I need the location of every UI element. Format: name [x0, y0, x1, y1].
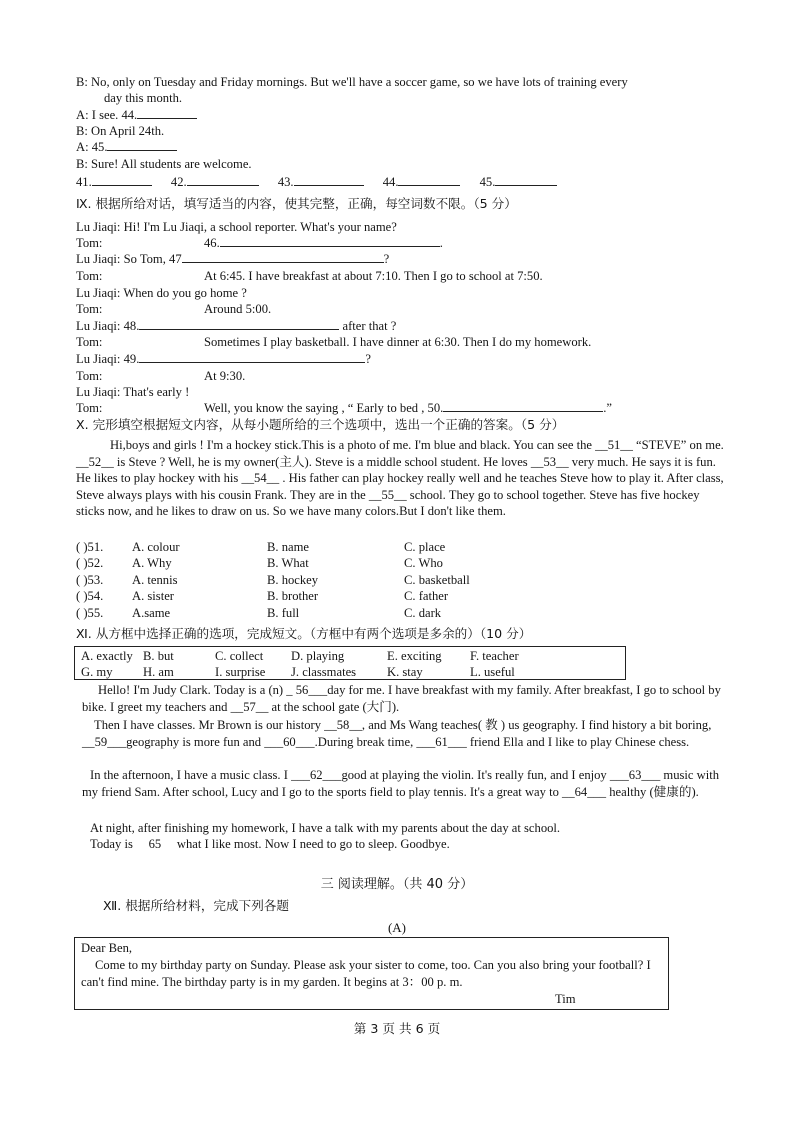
dialogue-line: A: I see. 44.: [76, 107, 197, 123]
letter-signature: Tim: [555, 992, 576, 1006]
dialogue-line: B: Sure! All students are welcome.: [76, 157, 252, 171]
option-c: C. basketball: [404, 573, 470, 587]
option-c: C. Who: [404, 556, 443, 570]
section-heading: Ⅸ. 根据所给对话，填写适当的内容，使其完整，正确，每空词数不限。（5 分）: [76, 196, 517, 211]
option-c: C. place: [404, 540, 446, 554]
dialogue-line: Lu Jiaqi: 48. after that ?: [76, 319, 397, 333]
option-b: B. full: [267, 606, 300, 620]
passage-paragraph: Then I have classes. Mr Brown is our history __58__, and Ms Wang teaches( 教 ) us geography. I find history a bit boring, __59___geography is more fun and ___60___.During break time, ___61___ friend Ella and I like to play Chinese chess.: [82, 718, 712, 749]
section-heading: Ⅹ. 完形填空根据短文内容，从每小题所给的三个选项中，选出一个正确的答案。（5 分）: [76, 417, 565, 432]
word-option: I. surprise: [215, 665, 266, 679]
word-option: K. stay: [387, 665, 423, 679]
word-option: G. my: [81, 665, 113, 679]
option-b: B. name: [267, 540, 309, 554]
option-a: A. tennis: [132, 573, 178, 587]
dialogue-line: Tom: 46. .: [76, 236, 443, 250]
passage-paragraph: Hello! I'm Judy Clark. Today is a (n) _ 56___day for me. I have breakfast with my family. After breakfast, I go to school by bike. I greet my teachers and __57__ at the school gate (大门).: [82, 683, 721, 714]
dialogue-line: day this month.: [104, 91, 183, 105]
cloze-passage: Hi,boys and girls ! I'm a hockey stick.This is a photo of me. I'm blue and black. You can see the __51__ “STEVE” on me. __52__ is Steve ? Well, he is my owner(主人). Steve is a middle school student. He loves __53__ very much. He says it is fun. He likes to play hockey with his __54__ . His father can play hockey really well and he teaches Steve how to play it. After class, Steve always plays with his cousin Frank. They are in the __55__ school. They go to school together. Steve has five hockey sticks now, and he likes to draw on us. So we have many colors.But I don't like them.: [76, 438, 724, 518]
question-number: ( )51.: [76, 540, 104, 554]
word-option: F. teacher: [470, 649, 519, 663]
dialogue-line: Lu Jiaqi: That's early !: [76, 385, 190, 399]
word-option: J. classmates: [291, 665, 357, 679]
word-option: L. useful: [470, 665, 515, 679]
option-b: B. hockey: [267, 573, 319, 587]
dialogue-line: A: 45.: [76, 139, 177, 155]
dialogue-line: Lu Jiaqi: So Tom, 47 ?: [76, 252, 390, 266]
letter-greeting: Dear Ben,: [81, 941, 133, 955]
dialogue-line: Tom: At 6:45. I have breakfast at about 7:10. Then I go to school at 7:50.: [76, 269, 543, 283]
page-footer: 第 3 页 共 6 页: [353, 1021, 441, 1036]
option-c: C. father: [404, 589, 449, 603]
word-box: [74, 646, 626, 680]
word-option: H. am: [143, 665, 174, 679]
question-number: ( )52.: [76, 556, 104, 570]
passage-paragraph: At night, after finishing my homework, I have a talk with my parents about the day at school.: [90, 821, 561, 835]
question-number: ( )54.: [76, 589, 104, 603]
word-option: A. exactly: [81, 649, 133, 663]
dialogue-line: Tom: At 9:30.: [76, 369, 246, 383]
part-heading: 三 阅读理解。（共 40 分）: [320, 877, 474, 892]
option-a: A. sister: [132, 589, 174, 603]
passage-label: (A): [387, 920, 407, 935]
passage-paragraph: Today is 65 what I like most. Now I need to go to sleep. Goodbye.: [90, 837, 450, 851]
option-b: B. brother: [267, 589, 319, 603]
option-a: A. Why: [132, 556, 172, 570]
letter-box: [74, 937, 669, 1010]
letter-body: Come to my birthday party on Sunday. Please ask your sister to come, too. Can you also bring your football? I can't find mine. The birthday party is in my garden. It begins at 3：00 p. m.: [81, 958, 651, 989]
dialogue-line: Lu Jiaqi: Hi! I'm Lu Jiaqi, a school reporter. What's your name?: [76, 220, 397, 234]
question-number: ( )53.: [76, 573, 104, 587]
word-option: C. collect: [215, 649, 264, 663]
dialogue-line: Lu Jiaqi: When do you go home ?: [76, 286, 247, 300]
option-c: C. dark: [404, 606, 442, 620]
dialogue-line: Lu Jiaqi: 49. ?: [76, 352, 371, 366]
word-option: E. exciting: [387, 649, 442, 663]
dialogue-line: Tom: Sometimes I play basketball. I have dinner at 6:30. Then I do my homework.: [76, 335, 592, 349]
section-heading: Ⅻ. 根据所给材料，完成下列各题: [103, 898, 289, 913]
dialogue-line: B: No, only on Tuesday and Friday mornings. But we'll have a soccer game, so we have lots of training every: [76, 75, 628, 89]
dialogue-line: Tom: Around 5:00.: [76, 302, 272, 316]
option-b: B. What: [267, 556, 309, 570]
answer-blanks: 41. 42. 43. 44. 45.: [76, 174, 557, 190]
option-a: A. colour: [132, 540, 180, 554]
question-number: ( )55.: [76, 606, 104, 620]
word-option: B. but: [143, 649, 174, 663]
dialogue-line: Tom: Well, you know the saying , “ Early to bed , 50. .”: [76, 401, 613, 415]
dialogue-line: B: On April 24th.: [76, 124, 165, 138]
section-heading: Ⅺ. 从方框中选择正确的选项，完成短文。（方框中有两个选项是多余的）（10 分）: [76, 626, 532, 641]
option-a: A.same: [132, 606, 171, 620]
passage-paragraph: In the afternoon, I have a music class. I ___62___good at playing the violin. It's really fun, and I enjoy ___63___ music with my friend Sam. After school, Lucy and I go to the sports field to play tennis. It's a great way to __64___ healthy (健康的).: [82, 768, 720, 799]
word-option: D. playing: [291, 649, 345, 663]
